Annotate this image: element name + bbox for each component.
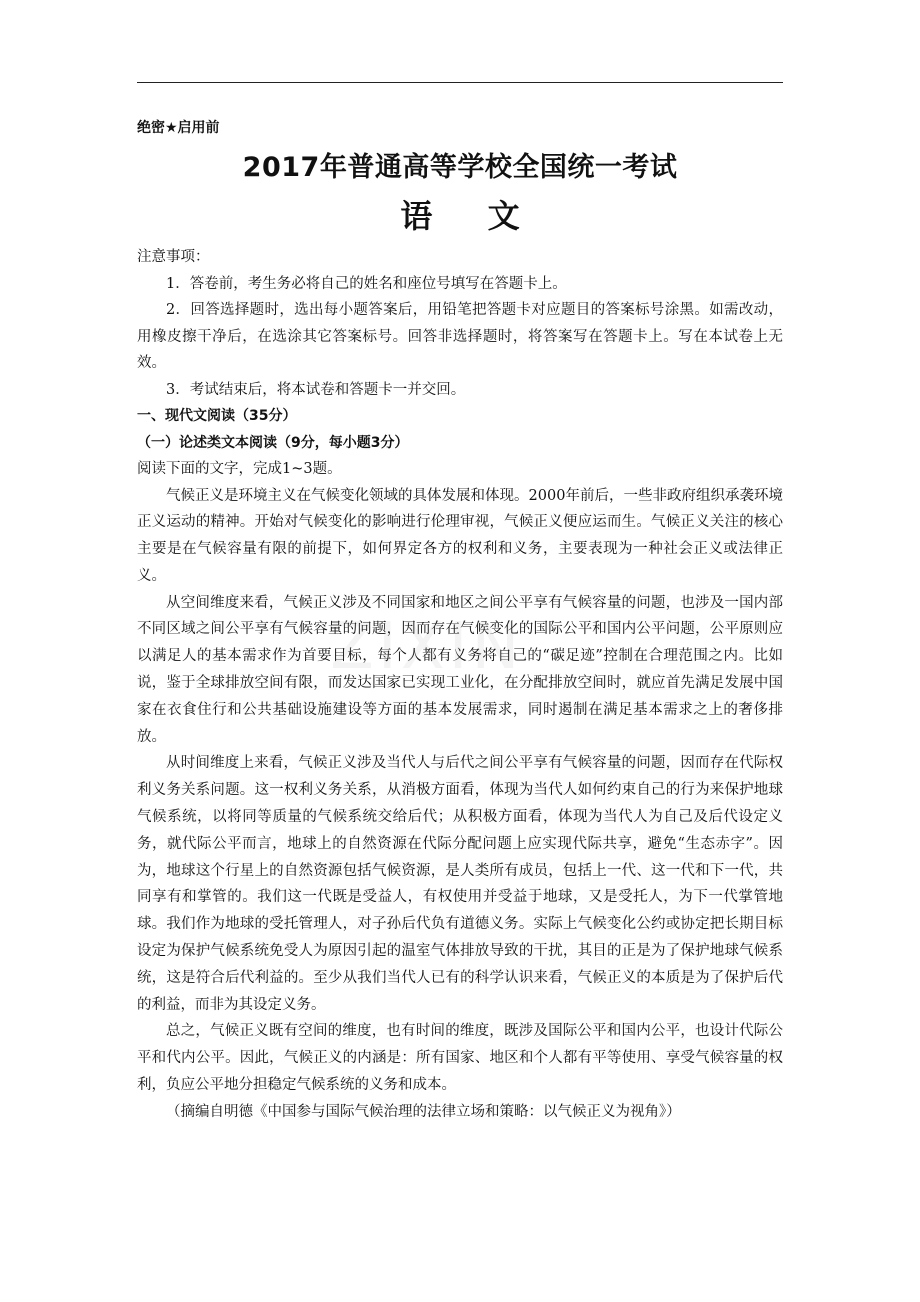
note-item-2: 2．回答选择题时，选出每小题答案后，用铅笔把答题卡对应题目的答案标号涂黑。如需改动，用橡皮擦干净后，在选涂其它答案标号。回答非选择题时，将答案写在答题卡上。写在本试卷上无效。 [137,302,783,371]
section-subtitle: （一）论述类文本阅读（9分，每小题3分） [137,434,409,451]
passage-paragraph-1: 气候正义是环境主义在气候变化领域的具体发展和体现。2000年前后，一些非政府组织承袭环境正义运动的精神。开始对气候变化的影响进行伦理审视，气候正义便应运而生。气候正义关注的核心主要是在气候容量有限的前提下，如何界定各方的权利和义务，主要表现为一种社会正义或法律正义。 [137,487,783,584]
passage-paragraph-3: 从时间维度上来看，气候正义涉及当代人与后代之间公平享有气候容量的问题，因而存在代际权利义务关系问题。这一权利义务关系，从消极方面看，体现为当代人如何约束自己的行为来保护地球气候系统，以将同等质量的气候系统交给后代；从积极方面看，体现为当代人为自己及后代设定义务，就代际公平而言，地球上的自然资源在代际分配问题上应实现代际共享，避免“生态赤字”。因为，地球这个行星上的自然资源包括气候资源，是人类所有成员，包括上一代、这一代和下一代，共同享有和掌管的。我们这一代既是受益人，有权使用并受益于地球，又是受托人，为下一代掌管地球。我们作为地球的受托管理人，对子孙后代负有道德义务。实际上气候变化公约或协定把长期目标设定为保护气候系统免受人为原因引起的温室气体排放导致的干扰，其目的正是为了保护地球气候系统，这是符合后代利益的。至少从我们当代人已有的科学认识来看，气候正义的本质是为了保护后代的利益，而非为其设定义务。 [137,755,783,1013]
note-item-1: 1．答卷前，考生务必将自己的姓名和座位号填写在答题卡上。 [166,275,567,292]
header-rule [137,82,783,83]
page-content [137,116,783,1126]
passage-source: （摘编自明德《中国参与国际气候治理的法律立场和策略：以气候正义为视角》） [166,1103,681,1120]
notes-heading: 注意事项： [137,249,210,265]
subject-title: 语 文 [400,197,542,235]
exam-title: 2017年普通高等学校全国统一考试 [242,152,678,183]
section-instruction: 阅读下面的文字，完成1~3题。 [137,461,342,477]
passage-paragraph-4: 总之，气候正义既有空间的维度，也有时间的维度，既涉及国际公平和国内公平，也设计代际公平和代内公平。因此，气候正义的内涵是：所有国家、地区和个人都有平等使用、享受气候容量的权利，负应公平地分担稳定气候系统的义务和成本。 [137,1023,783,1094]
watermark: ZIXIN [330,610,524,684]
secret-label: 绝密★启用前 [137,120,220,136]
section-title: 一、现代文阅读（35分） [137,408,297,424]
note-item-3: 3．考试结束后，将本试卷和答题卡一并交回。 [166,381,466,398]
passage-paragraph-2: 从空间维度来看，气候正义涉及不同国家和地区之间公平享有气候容量的问题，也涉及一国内部不同区域之间公平享有气候容量的问题，因而存在气候变化的国际公平和国内公平问题，公平原则应以满足人的基本需求作为首要目标，每个人都有义务将自己的“碳足迹”控制在合理范围之内。比如说，鉴于全球排放空间有限，而发达国家已实现工业化，在分配排放空间时，就应首先满足发展中国家在衣食住行和公共基础设施建设等方面的基本发展需求，同时遏制在满足基本需求之上的奢侈排放。 [137,594,783,745]
